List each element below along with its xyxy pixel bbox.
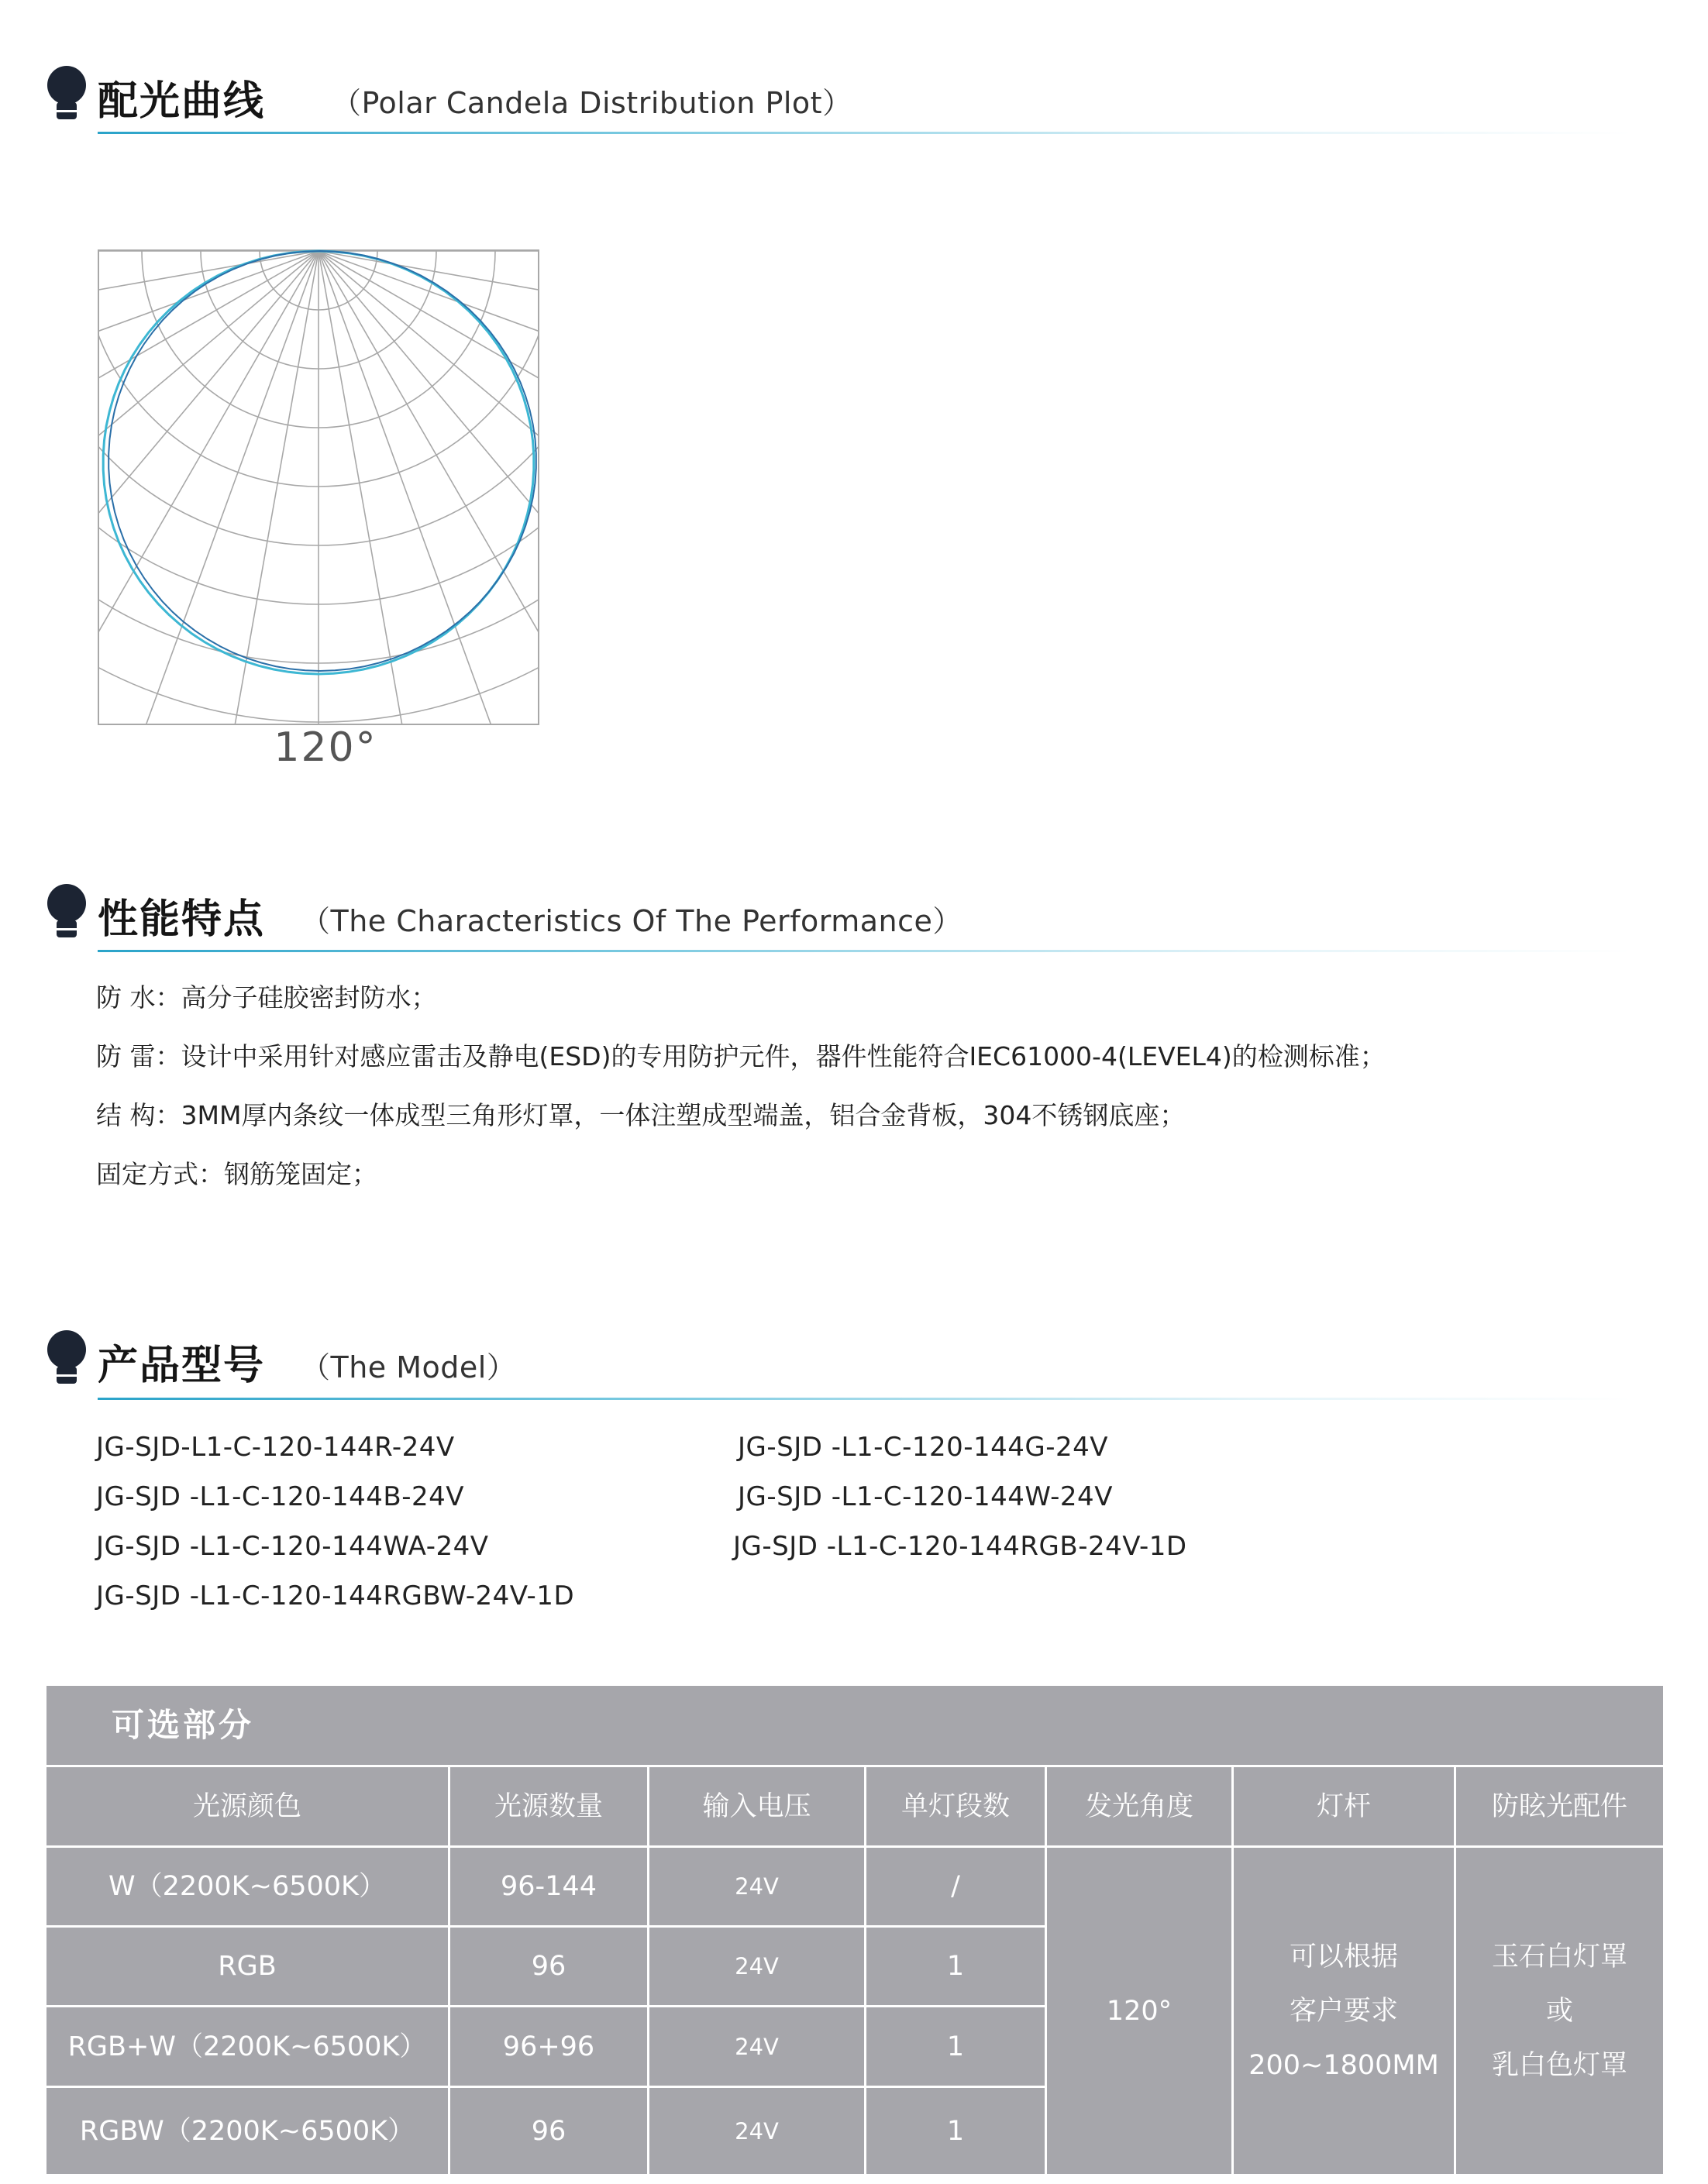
lightbulb-icon — [45, 1329, 88, 1391]
column-header: 光源颜色 — [192, 1790, 301, 1822]
table-cell: 24V — [735, 1873, 779, 1900]
grid-spoke — [98, 251, 319, 726]
model-item: JG-SJD -L1-C-120-144WA-24V — [96, 1531, 489, 1562]
section-title: 性能特点 — [98, 896, 266, 943]
table-cell: 96+96 — [502, 2031, 595, 2062]
anti-glare-cell — [1456, 1848, 1663, 2174]
section-divider — [98, 950, 1632, 952]
section-title: 产品型号 — [98, 1343, 266, 1389]
polar-grid — [98, 249, 539, 726]
table-cell: RGBW（2200K~6500K） — [79, 2115, 415, 2147]
grid-spoke — [319, 251, 539, 726]
table-cell: 24V — [735, 1953, 779, 1979]
pole-cell — [1234, 1848, 1454, 2174]
table-cell: RGB — [218, 1951, 277, 1982]
glare-line: 或 — [1545, 1995, 1573, 2027]
grid-spoke — [319, 251, 539, 726]
section-subtitle: （The Model） — [301, 1350, 517, 1384]
grid-spoke — [98, 251, 319, 726]
lightbulb-icon — [45, 883, 88, 945]
model-item: JG-SJD-L1-C-120-144R-24V — [96, 1432, 455, 1463]
glare-line: 玉石白灯罩 — [1491, 1941, 1627, 1972]
table-cell: 24V — [735, 2117, 779, 2144]
glare-line: 乳白色灯罩 — [1491, 2049, 1627, 2081]
model-item: JG-SJD -L1-C-120-144W-24V — [738, 1481, 1113, 1512]
column-header: 输入电压 — [702, 1790, 811, 1822]
grid-spoke — [98, 251, 319, 716]
table-cell: 96 — [531, 1951, 566, 1982]
table-cell: / — [951, 1871, 960, 1902]
table-cell: RGB+W（2200K~6500K） — [67, 2031, 427, 2062]
table-cell: W（2200K~6500K） — [108, 1871, 386, 1902]
section-divider — [98, 1398, 1632, 1400]
column-header: 灯杆 — [1316, 1790, 1371, 1822]
options-table — [46, 1686, 1663, 2174]
polar-candela-plot — [98, 249, 539, 726]
feature-structure: 结 构：3MM厚内条纹一体成型三角形灯罩，一体注塑成型端盖，铝合金背板，304不锈钢底座； — [96, 1100, 1186, 1130]
grid-spoke — [98, 251, 319, 569]
column-header: 单灯段数 — [900, 1790, 1010, 1822]
table-cell: 1 — [946, 2031, 965, 2062]
beam-angle-label: 120° — [274, 724, 377, 771]
table-cell: 1 — [946, 1951, 965, 1982]
grid-spoke — [98, 251, 319, 726]
feature-mounting: 固定方式：钢筋笼固定； — [96, 1159, 377, 1189]
table-title: 可选部分 — [112, 1706, 255, 1744]
model-item: JG-SJD -L1-C-120-144G-24V — [738, 1432, 1109, 1463]
grid-spoke — [319, 251, 539, 726]
column-header: 防眩光配件 — [1491, 1790, 1627, 1822]
candela-curve — [103, 251, 536, 674]
section-header-model — [45, 1329, 1626, 1399]
feature-waterproof: 防 水：高分子硅胶密封防水； — [96, 982, 437, 1013]
section-header-features — [45, 883, 1626, 953]
section-header-polar — [45, 65, 1626, 135]
grid-spoke — [98, 251, 319, 726]
feature-lightning: 防 雷：设计中采用针对感应雷击及静电(ESD)的专用防护元件，器件性能符合IEC61000-4(LEVEL4)的检测标准； — [96, 1041, 1386, 1071]
grid-spoke — [319, 251, 539, 726]
model-item: JG-SJD -L1-C-120-144B-24V — [96, 1481, 465, 1512]
column-header: 光源数量 — [494, 1790, 603, 1822]
table-cell: 24V — [735, 2033, 779, 2060]
grid-spoke — [319, 251, 539, 716]
pole-line: 客户要求 — [1289, 1995, 1398, 2027]
grid-spoke — [319, 251, 539, 569]
pole-line: 可以根据 — [1289, 1941, 1398, 1972]
model-item: JG-SJD -L1-C-120-144RGB-24V-1D — [733, 1531, 1187, 1562]
table-cell: 96 — [531, 2115, 566, 2147]
section-divider — [98, 132, 1632, 134]
section-title: 配光曲线 — [98, 78, 266, 125]
pole-line: 200~1800MM — [1248, 2049, 1439, 2081]
table-cell: 1 — [946, 2115, 965, 2147]
model-item: JG-SJD -L1-C-120-144RGBW-24V-1D — [96, 1580, 575, 1611]
beam-angle-cell: 120° — [1106, 1995, 1173, 2027]
section-subtitle: （The Characteristics Of The Performance） — [301, 904, 962, 938]
section-subtitle: （Polar Candela Distribution Plot） — [332, 86, 852, 120]
column-header: 发光角度 — [1084, 1790, 1193, 1822]
table-cell: 96-144 — [501, 1871, 597, 1902]
lightbulb-icon — [45, 65, 88, 127]
